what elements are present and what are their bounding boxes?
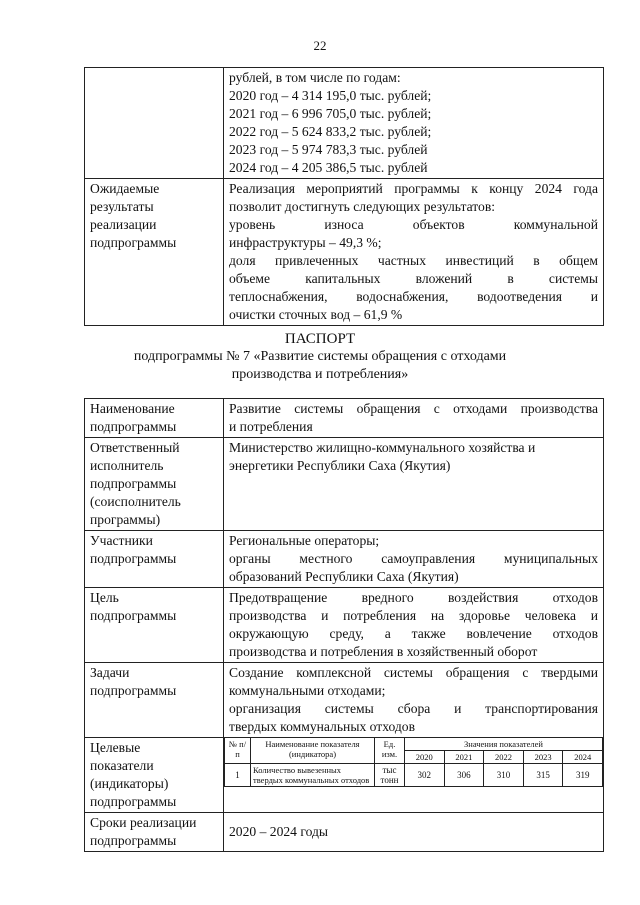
value-line: твердых коммунальных отходов	[229, 719, 416, 734]
label-line: Задачи	[90, 665, 130, 680]
year-header: 2020	[405, 751, 445, 764]
passport-title	[0, 330, 640, 384]
results-row	[85, 179, 604, 326]
results-label: подпрограммы	[90, 235, 177, 250]
label-line: Целевые	[90, 740, 141, 755]
value-line: органы местного самоуправления муниципальных	[229, 551, 598, 566]
row-participants	[85, 531, 604, 588]
row-responsible-label	[85, 438, 224, 531]
value-line: организация системы сбора и транспортирования	[229, 701, 598, 716]
row-indicators-label	[85, 738, 224, 813]
label-line: Цель	[90, 590, 119, 605]
finance-line: 2024 год – 4 205 386,5 тыс. рублей	[229, 160, 428, 175]
passport-heading: ПАСПОРТ	[284, 331, 356, 347]
indicator-value: 319	[563, 764, 603, 787]
row-name	[85, 399, 604, 438]
col-num-header: № п/п	[225, 738, 251, 764]
label-line: подпрограммы	[90, 476, 177, 491]
indicator-unit: тыс тонн	[375, 764, 405, 787]
row-terms-value: 2020 – 2024 годы	[224, 813, 604, 852]
col-name-header: Наименование показателя (индикатора)	[251, 738, 375, 764]
row-goal-label	[85, 588, 224, 663]
value-line: Предотвращение вредного воздействия отходов	[229, 590, 598, 605]
indicator-value: 315	[523, 764, 563, 787]
label-line: подпрограммы	[90, 551, 177, 566]
col-unit-header: Ед. изм.	[375, 738, 405, 764]
results-cell	[224, 179, 604, 326]
value-line: Региональные операторы;	[229, 533, 380, 548]
label-line: (соисполнитель	[90, 494, 181, 509]
label-line: подпрограммы	[90, 833, 177, 848]
label-line: Сроки реализации	[90, 815, 197, 830]
value-line: энергетики Республики Саха (Якутия)	[229, 458, 451, 473]
finance-line: 2021 год – 6 996 705,0 тыс. рублей;	[229, 106, 432, 121]
results-line: доля привлеченных частных инвестиций в общем	[229, 253, 598, 268]
indicators-table	[224, 737, 603, 787]
value-line: Создание комплексной системы обращения с твердыми	[229, 665, 598, 680]
label-line: исполнитель	[90, 458, 164, 473]
finance-line: 2020 год – 4 314 195,0 тыс. рублей;	[229, 88, 432, 103]
finance-line: 2022 год – 5 624 833,2 тыс. рублей;	[229, 124, 432, 139]
label-line: программы)	[90, 512, 161, 527]
value-line: коммунальными отходами;	[229, 683, 386, 698]
year-header: 2023	[523, 751, 563, 764]
results-line: очистки сточных вод – 61,9 %	[229, 307, 403, 322]
results-line: теплоснабжения, водоснабжения, водоотведения и	[229, 289, 598, 304]
results-line: объеме капитальных вложений в системы	[229, 271, 598, 286]
finance-line: 2023 год – 5 974 783,3 тыс. рублей	[229, 142, 428, 157]
row-name-value	[224, 399, 604, 438]
passport-subtitle-line1: подпрограммы № 7 «Развитие системы обращения с отходами	[133, 349, 507, 364]
year-header: 2021	[444, 751, 484, 764]
label-line: подпрограммы	[90, 419, 177, 434]
row-responsible	[85, 438, 604, 531]
row-terms-label	[85, 813, 224, 852]
row-participants-label	[85, 531, 224, 588]
row-goal	[85, 588, 604, 663]
results-label: реализации	[90, 217, 157, 232]
finance-row	[85, 68, 604, 179]
finance-label-cell	[85, 68, 224, 179]
label-line: показатели	[90, 758, 154, 773]
label-line: подпрограммы	[90, 683, 177, 698]
passport-table	[84, 398, 604, 852]
results-label: Ожидаемые	[90, 181, 160, 196]
value-line: окружающую среду, а также вовлечение отходов	[229, 626, 598, 641]
results-line: позволит достигнуть следующих результатов:	[229, 199, 496, 214]
finance-cell	[224, 68, 604, 179]
results-line: инфраструктуры – 49,3 %;	[229, 235, 382, 250]
indicator-row	[225, 764, 603, 787]
results-line: Реализация мероприятий программы к концу 2024 года	[229, 181, 598, 196]
row-indicators	[85, 738, 604, 813]
year-header: 2022	[484, 751, 524, 764]
passport-subtitle-line2: производства и потребления»	[231, 367, 409, 382]
value-line: производства и потребления в хозяйственный оборот	[229, 644, 538, 659]
row-participants-value	[224, 531, 604, 588]
indicator-num: 1	[225, 764, 251, 787]
finance-line: рублей, в том числе по годам:	[229, 70, 401, 85]
row-tasks-label	[85, 663, 224, 738]
label-line: Наименование	[90, 401, 175, 416]
value-line: Министерство жилищно-коммунального хозяйства и	[229, 440, 536, 455]
label-line: (индикаторы)	[90, 776, 169, 791]
results-line: уровень износа объектов коммунальной	[229, 217, 598, 232]
page-number: 22	[313, 38, 327, 53]
row-tasks	[85, 663, 604, 738]
year-header: 2024	[563, 751, 603, 764]
label-line: подпрограммы	[90, 608, 177, 623]
value-line: производства и потребления на здоровье человека и	[229, 608, 598, 623]
row-responsible-value	[224, 438, 604, 531]
row-tasks-value	[224, 663, 604, 738]
results-label-cell	[85, 179, 224, 326]
row-name-label	[85, 399, 224, 438]
value-line: образований Республики Саха (Якутия)	[229, 569, 459, 584]
row-terms	[85, 813, 604, 852]
label-line: Участники	[90, 533, 153, 548]
value-line: Развитие системы обращения с отходами производства	[229, 401, 598, 416]
results-label: результаты	[90, 199, 154, 214]
value-line: и потребления	[229, 419, 313, 434]
row-indicators-value	[224, 738, 604, 813]
label-line: Ответственный	[90, 440, 180, 455]
indicator-value: 306	[444, 764, 484, 787]
top-table	[84, 67, 604, 326]
indicator-name: Количество вывезенных твердых коммунальных отходов	[251, 764, 375, 787]
indicator-value: 310	[484, 764, 524, 787]
row-goal-value	[224, 588, 604, 663]
label-line: подпрограммы	[90, 794, 177, 809]
col-values-header: Значения показателей	[405, 738, 603, 751]
indicator-value: 302	[405, 764, 445, 787]
